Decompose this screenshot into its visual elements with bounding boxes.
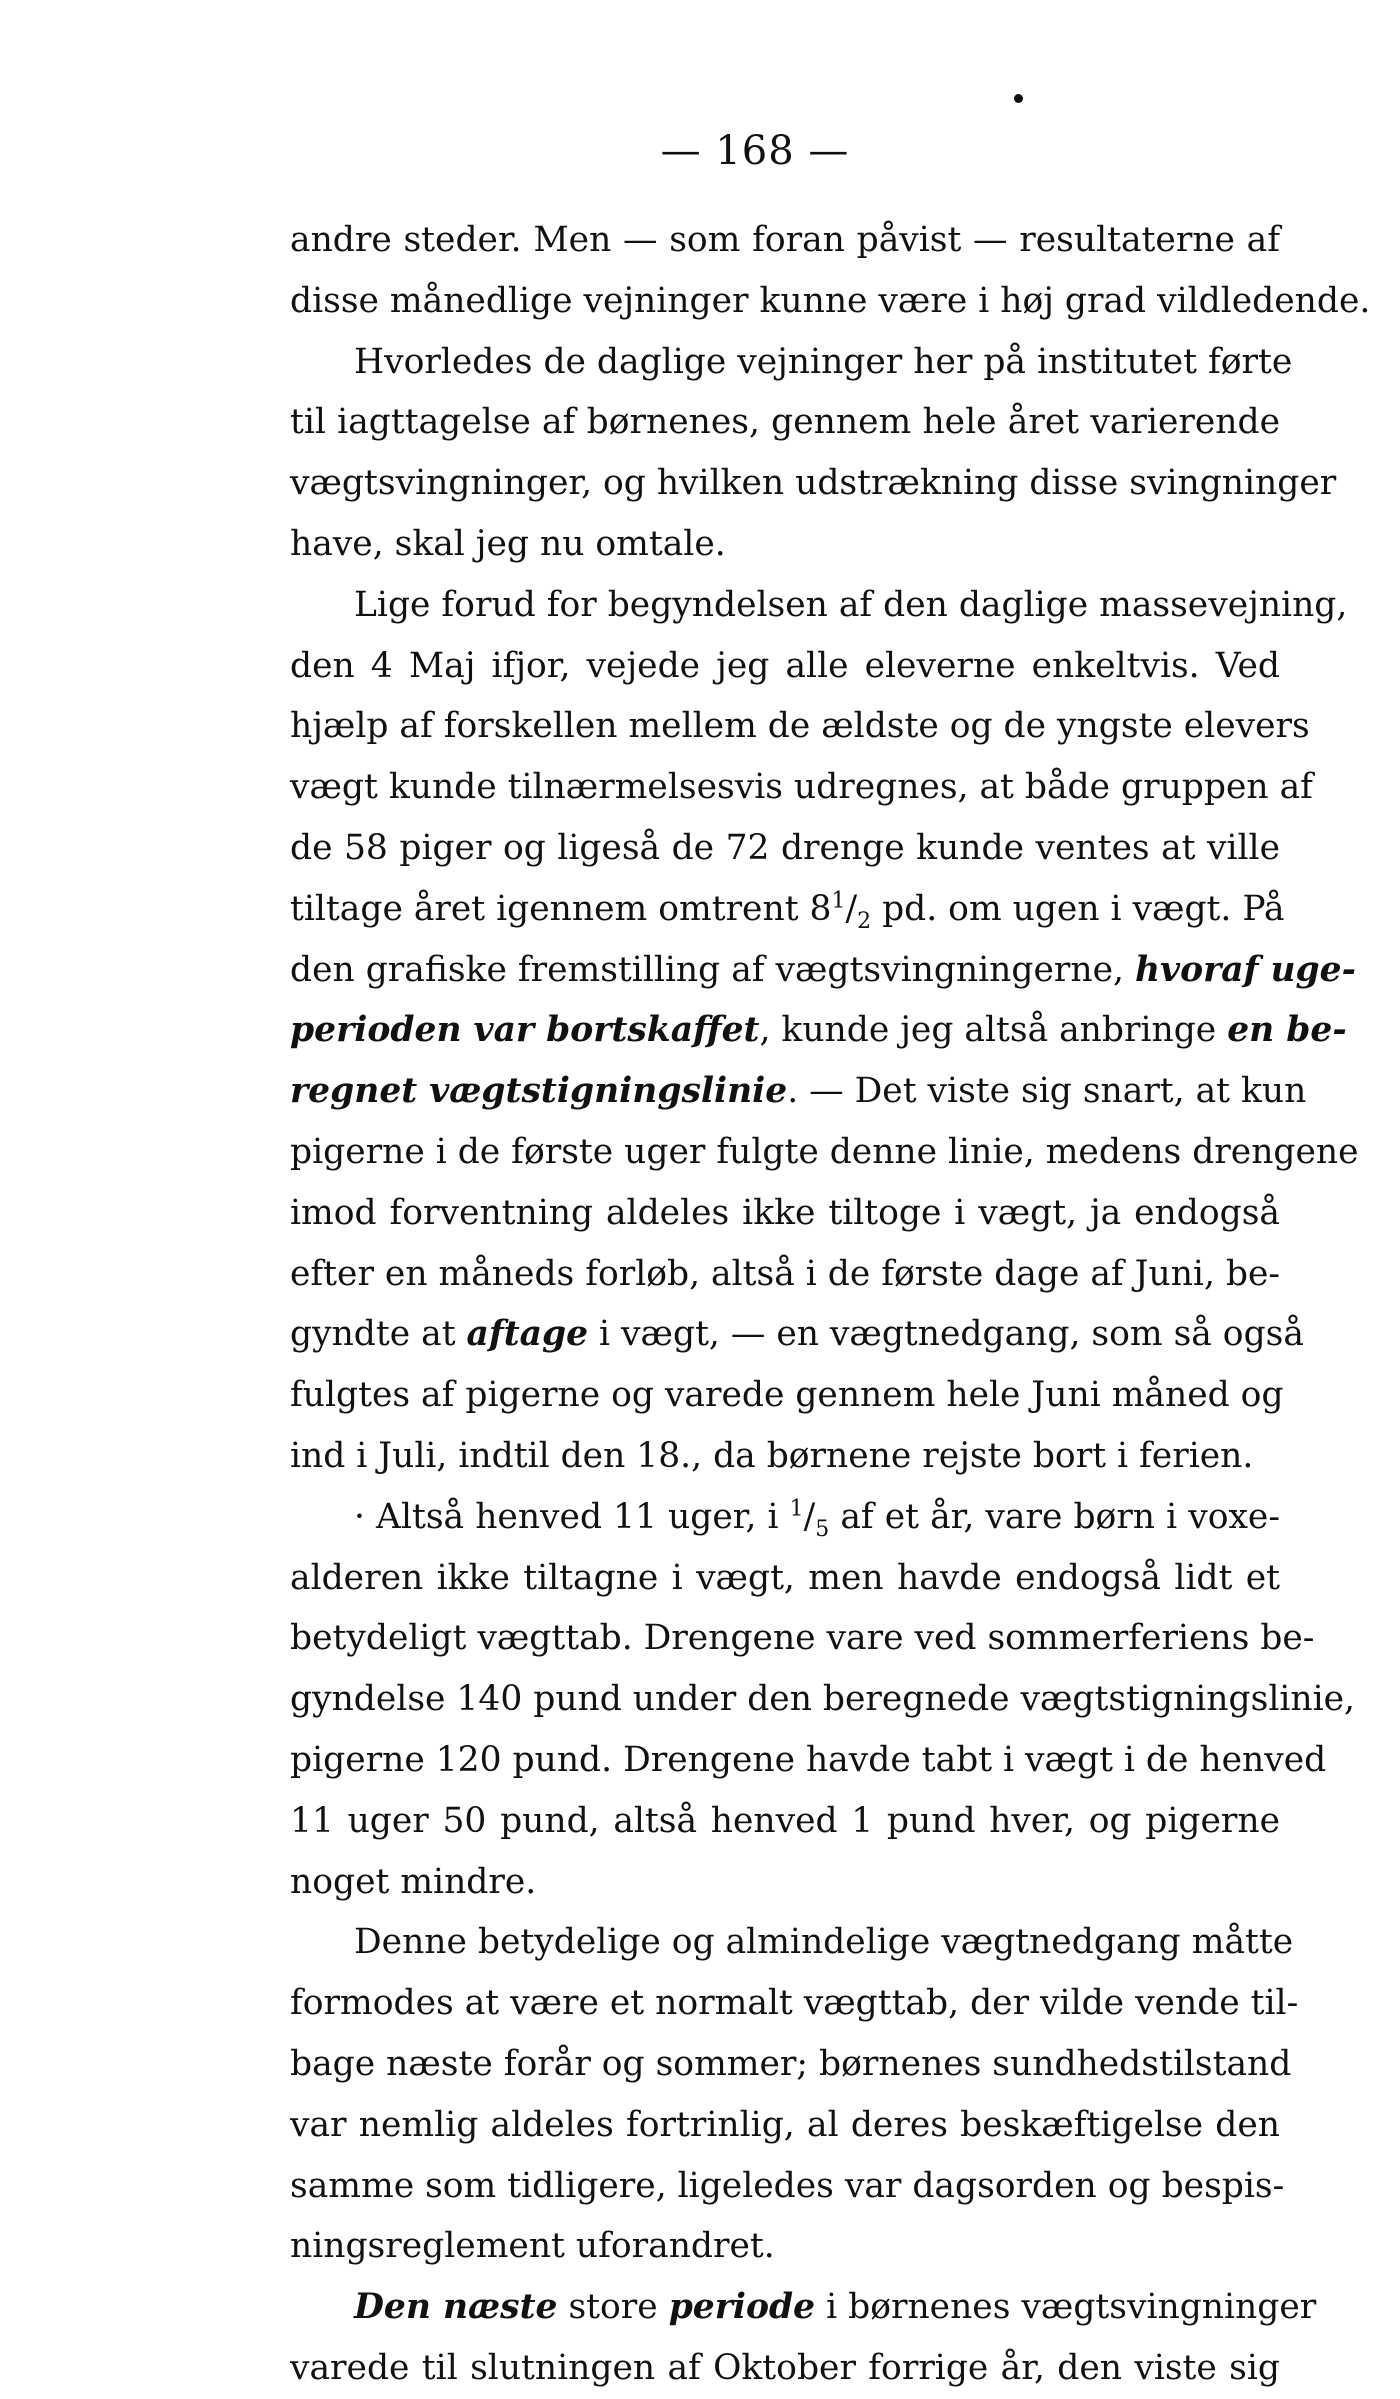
emphasis-text: aftage: [466, 1314, 589, 1355]
text-line: [290, 818, 1280, 879]
text-segment: tiltage året igennem omtrent 8: [290, 888, 832, 929]
text-segment: varede til slutningen af Oktober forrige år, den viste sig: [290, 2347, 1280, 2388]
text-line: [290, 1061, 1307, 1122]
text-segment: ningsreglement uforandret.: [290, 2226, 775, 2267]
text-line: [290, 1365, 1284, 1426]
text-line: [290, 1791, 1280, 1852]
text-segment: pigerne 120 pund. Drengene havde tabt i vægt i de henved: [290, 1739, 1327, 1780]
text-line: [290, 210, 1280, 271]
text-line: [290, 1852, 1280, 1913]
text-segment: Denne betydelige og almindelige vægtnedgang måtte: [354, 1922, 1294, 1963]
text-line: [290, 757, 1313, 818]
fraction-denominator: 5: [815, 1516, 830, 1542]
text-segment: samme som tidligere, ligeledes var dagsorden og bespis-: [290, 2165, 1285, 2206]
text-line: [290, 940, 1356, 1001]
text-segment: gyndte at: [290, 1314, 467, 1355]
text-line: [290, 1608, 1315, 1669]
text-segment: efter en måneds forløb, altså i de første dage af Juni, be-: [290, 1253, 1281, 1294]
text-segment: pd. om ugen i vægt. På: [871, 888, 1285, 929]
text-line: [290, 271, 1371, 332]
text-line: [290, 2338, 1280, 2399]
text-line: [290, 1122, 1359, 1183]
text-segment: af et år, vare børn i voxe-: [829, 1496, 1280, 1537]
text-line: [290, 1548, 1280, 1609]
emphasis-text: Den næste: [354, 2287, 558, 2328]
text-line: [290, 453, 1337, 514]
text-line: [290, 332, 1293, 393]
text-line: [290, 1183, 1280, 1244]
text-segment: i børnenes vægtsvingninger: [815, 2287, 1317, 2328]
emphasis-text: regnet vægtstigningslinie: [290, 1071, 788, 1112]
text-line: [290, 1304, 1304, 1365]
text-segment: · Altså henved 11 uger, i: [354, 1496, 790, 1537]
emphasis-text: periode: [668, 2287, 816, 2328]
text-line: [290, 2216, 1280, 2277]
ink-dot: [1014, 94, 1023, 103]
text-segment: fulgtes af pigerne og varede gennem hele Juni måned og: [290, 1375, 1284, 1416]
text-segment: vægtsvingninger, og hvilken udstrækning disse svingninger: [290, 463, 1337, 504]
fraction-slash: /: [803, 1496, 816, 1537]
text-segment: i vægt, — en vægtnedgang, som så også: [588, 1314, 1304, 1355]
text-segment: pigerne i de første uger fulgte denne linie, medens drengene: [290, 1131, 1359, 1172]
emphasis-text: perioden var bortskaffet: [290, 1010, 760, 1051]
text-line: [290, 2095, 1280, 2156]
text-segment: have, skal jeg nu omtale.: [290, 523, 726, 564]
text-segment: imod forventning aldeles ikke tiltoge i vægt, ja endogså: [290, 1192, 1280, 1233]
text-segment: store: [557, 2287, 669, 2328]
emphasis-text: en be-: [1227, 1010, 1347, 1051]
body-text: [290, 210, 1371, 2399]
text-segment: andre steder. Men — som foran påvist — resultaterne af: [290, 220, 1280, 260]
text-line: [290, 392, 1280, 453]
fraction-numerator: 1: [831, 888, 846, 914]
text-segment: bage næste forår og sommer; børnenes sundhedstilstand: [290, 2043, 1292, 2084]
text-segment: hjælp af forskellen mellem de ældste og de yngste elevers: [290, 706, 1310, 747]
text-segment: den 4 Maj ifjor, vejede jeg alle eleverne enkeltvis. Ved: [290, 645, 1280, 686]
text-segment: formodes at være et normalt vægttab, der vilde vende til-: [290, 1983, 1299, 2024]
text-line: [290, 879, 1285, 940]
fraction-denominator: 2: [857, 908, 872, 934]
text-segment: disse månedlige vejninger kunne være i høj grad vildledende.: [290, 280, 1371, 321]
text-segment: den grafiske fremstilling af vægtsvingningerne,: [290, 949, 1135, 990]
text-line: [290, 575, 1348, 636]
text-line: [290, 1426, 1280, 1487]
text-segment: gyndelse 140 pund under den beregnede vægtstigningslinie,: [290, 1679, 1356, 1720]
text-line: [290, 2277, 1317, 2338]
text-segment: Hvorledes de daglige vejninger her på institutet førte: [354, 341, 1293, 382]
fraction-numerator: 1: [789, 1496, 804, 1522]
text-segment: ind i Juli, indtil den 18., da børnene rejste bort i ferien.: [290, 1435, 1254, 1476]
text-line: [290, 636, 1280, 697]
text-segment: betydeligt vægttab. Drengene vare ved sommerferiens be-: [290, 1618, 1315, 1659]
text-segment: . — Det viste sig snart, at kun: [787, 1071, 1307, 1112]
text-line: [290, 1912, 1294, 1973]
text-segment: , kunde jeg altså anbringe: [759, 1010, 1228, 1051]
text-segment: noget mindre.: [290, 1861, 537, 1902]
text-line: [290, 1487, 1280, 1548]
text-line: [290, 2034, 1292, 2095]
fraction-slash: /: [845, 888, 858, 929]
text-line: [290, 1730, 1327, 1791]
text-segment: 11 uger 50 pund, altså henved 1 pund hver, og pigerne: [290, 1800, 1280, 1841]
page-number: — 168 —: [660, 128, 850, 174]
text-segment: alderen ikke tiltagne i vægt, men havde endogså lidt et: [290, 1557, 1280, 1598]
text-line: [290, 1244, 1280, 1305]
text-segment: de 58 piger og ligeså de 72 drenge kunde ventes at ville: [290, 827, 1280, 868]
text-line: [290, 2156, 1285, 2217]
text-segment: var nemlig aldeles fortrinlig, al deres beskæftigelse den: [290, 2104, 1280, 2145]
text-line: [290, 696, 1310, 757]
text-line: [290, 1000, 1347, 1061]
text-line: [290, 514, 1280, 575]
text-segment: til iagttagelse af børnenes, gennem hele året varierende: [290, 402, 1280, 443]
text-line: [290, 1973, 1299, 2034]
text-segment: vægt kunde tilnærmelsesvis udregnes, at både gruppen af: [290, 767, 1313, 808]
text-segment: Lige forud for begyndelsen af den daglige massevejning,: [354, 584, 1348, 625]
emphasis-text: hvoraf uge-: [1134, 949, 1356, 990]
text-line: [290, 1669, 1356, 1730]
